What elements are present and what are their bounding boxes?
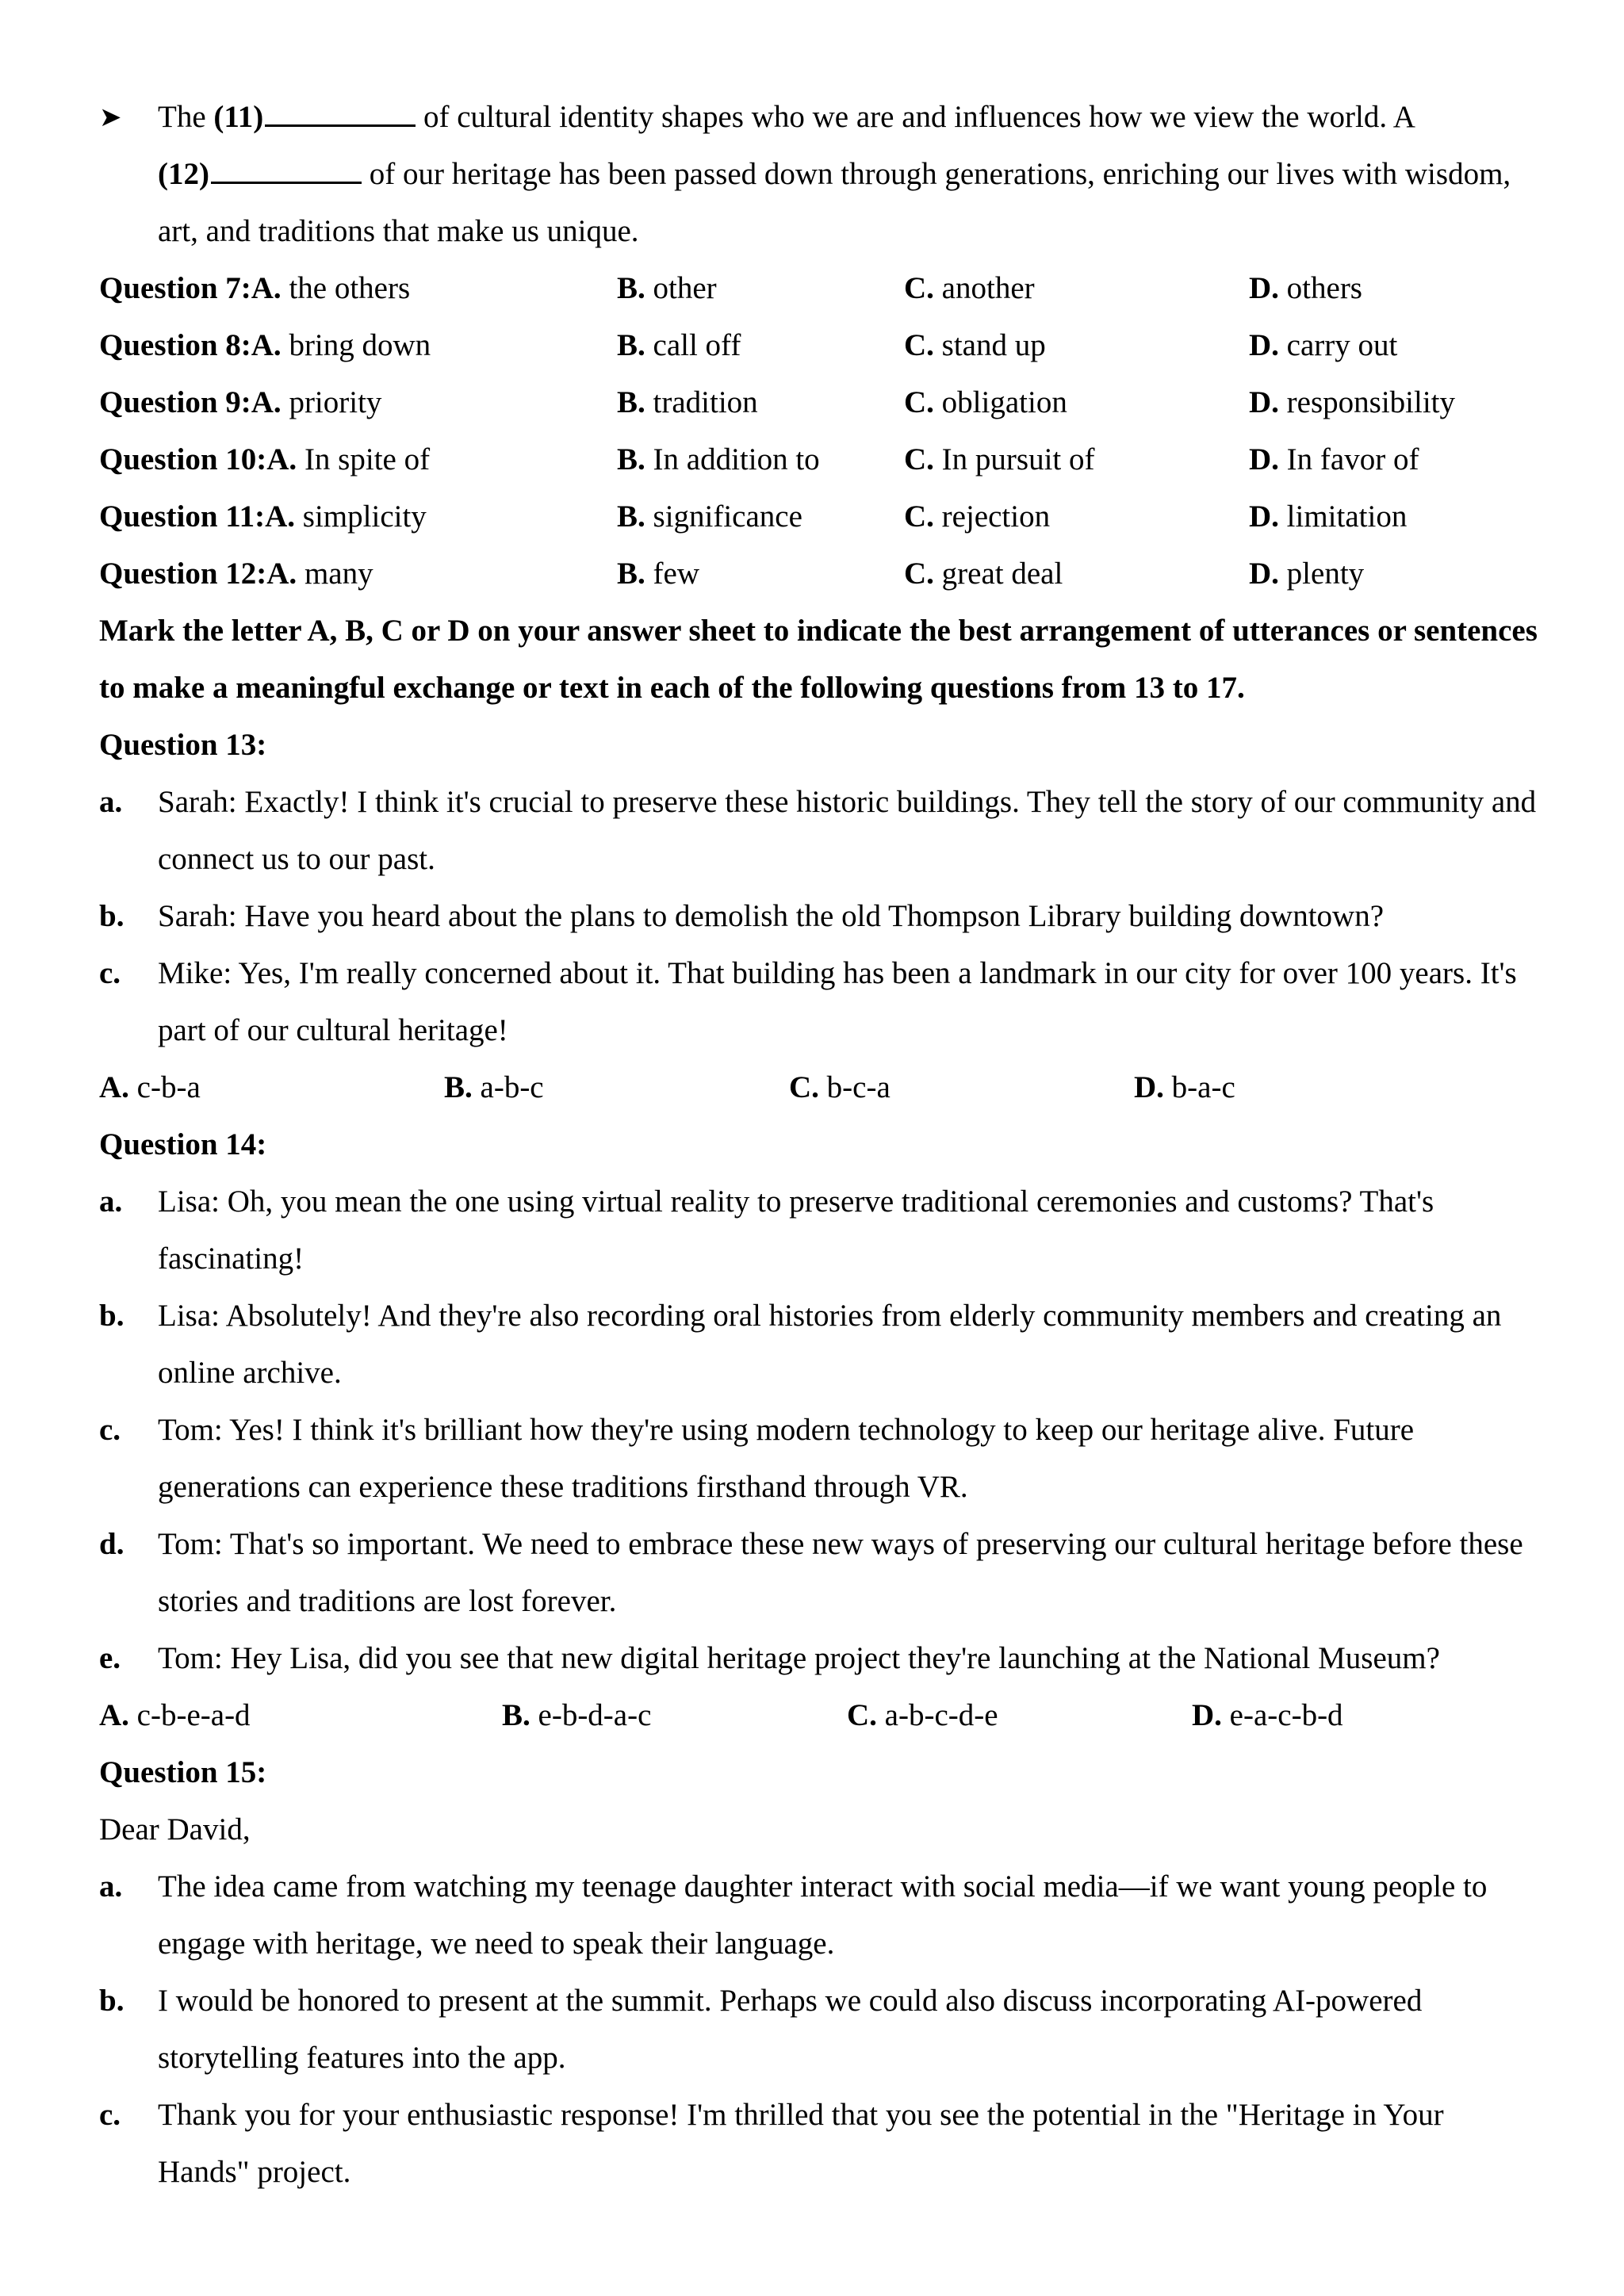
question-14-title: Question 14: — [99, 1127, 267, 1161]
item-text: Lisa: Absolutely! And they're also recording oral histories from elderly community members and creating an online archive. — [158, 1299, 1502, 1390]
item-text: Sarah: Exactly! I think it's crucial to preserve these historic buildings. They tell the story of our community and connect us to our past. — [158, 785, 1537, 876]
item-label: d. — [99, 1527, 124, 1561]
item-text: I would be honored to present at the summit. Perhaps we could also discuss incorporating AI-powered storytelling features into the app. — [158, 1984, 1423, 2075]
exam-page — [99, 89, 1542, 2201]
item-text: Sarah: Have you heard about the plans to demolish the old Thompson Library building downtown? — [158, 899, 1385, 933]
option-b[interactable]: B. In addition to — [617, 442, 820, 476]
answer-option[interactable]: A. c-b-a — [99, 1070, 201, 1104]
list-item — [99, 774, 1542, 888]
instruction: Mark the letter A, B, C or D on your answer sheet to indicate the best arrangement of utterances or sentences to make a meaningful exchange or text in each of the following questions from 13 to 17. — [99, 614, 1538, 705]
item-label: b. — [99, 1299, 124, 1333]
option-d[interactable]: D. others — [1249, 271, 1362, 305]
passage-paragraph — [99, 89, 1542, 260]
option-d[interactable]: D. carry out — [1249, 328, 1398, 362]
option-c[interactable]: C. another — [904, 271, 1035, 305]
item-text: Tom: Yes! I think it's brilliant how they're using modern technology to keep our heritage alive. Future generations can experience these traditions firsthand through VR. — [158, 1413, 1415, 1504]
list-item — [99, 1858, 1542, 1973]
question-15-items — [99, 1858, 1542, 2201]
option-b[interactable]: B. call off — [617, 328, 741, 362]
item-text: Tom: Hey Lisa, did you see that new digital heritage project they're launching at the National Museum? — [158, 1641, 1440, 1675]
list-item — [99, 1173, 1542, 1288]
item-label: c. — [99, 1413, 121, 1447]
item-text: Tom: That's so important. We need to embrace these new ways of preserving our cultural heritage before these stories and traditions are lost forever. — [158, 1527, 1523, 1618]
option-row — [99, 431, 1542, 488]
salutation: Dear David, — [99, 1812, 251, 1846]
item-label: c. — [99, 2098, 121, 2132]
item-text: Thank you for your enthusiastic response! I'm thrilled that you see the potential in the "Heritage in Your Hands" project. — [158, 2098, 1444, 2189]
item-label: c. — [99, 956, 121, 990]
item-label: e. — [99, 1641, 121, 1675]
option-d[interactable]: D. responsibility — [1249, 385, 1456, 419]
question-15-title: Question 15: — [99, 1755, 267, 1789]
list-item — [99, 1973, 1542, 2087]
answer-option[interactable]: C. b-c-a — [789, 1070, 891, 1104]
option-row — [99, 317, 1542, 374]
question-label: Question 8:A. bring down — [99, 328, 431, 362]
option-b[interactable]: B. other — [617, 271, 717, 305]
list-item — [99, 1288, 1542, 1402]
answer-option[interactable]: D. b-a-c — [1134, 1070, 1235, 1104]
option-row — [99, 374, 1542, 431]
question-label: Question 7:A. the others — [99, 271, 411, 305]
question-13-title: Question 13: — [99, 728, 267, 762]
list-item — [99, 1630, 1542, 1687]
blank-12: (12) — [158, 157, 362, 191]
option-c[interactable]: C. stand up — [904, 328, 1046, 362]
answer-option[interactable]: B. a-b-c — [444, 1070, 544, 1104]
option-c[interactable]: C. great deal — [904, 557, 1063, 591]
answer-option[interactable]: C. a-b-c-d-e — [847, 1698, 998, 1732]
item-label: a. — [99, 785, 123, 819]
option-d[interactable]: D. In favor of — [1249, 442, 1419, 476]
question-label: Question 12:A. many — [99, 557, 373, 591]
options-table — [99, 260, 1542, 603]
answer-option[interactable]: B. e-b-d-a-c — [502, 1698, 652, 1732]
option-d[interactable]: D. plenty — [1249, 557, 1365, 591]
option-d[interactable]: D. limitation — [1249, 499, 1408, 534]
question-13-answers — [99, 1059, 1542, 1116]
arrowhead-bullet-icon: ➤ — [99, 101, 122, 133]
answer-option[interactable]: A. c-b-e-a-d — [99, 1698, 251, 1732]
option-c[interactable]: C. In pursuit of — [904, 442, 1095, 476]
option-row — [99, 545, 1542, 603]
question-14-items — [99, 1173, 1542, 1687]
item-text: Mike: Yes, I'm really concerned about it. That building has been a landmark in our city for over 100 years. It's part of our cultural heritage! — [158, 956, 1517, 1047]
item-label: b. — [99, 899, 124, 933]
option-c[interactable]: C. rejection — [904, 499, 1051, 534]
item-label: a. — [99, 1184, 123, 1219]
list-item — [99, 888, 1542, 945]
list-item — [99, 1402, 1542, 1516]
list-item — [99, 1516, 1542, 1630]
option-row — [99, 260, 1542, 317]
option-b[interactable]: B. significance — [617, 499, 802, 534]
option-b[interactable]: B. tradition — [617, 385, 758, 419]
question-label: Question 9:A. priority — [99, 385, 382, 419]
list-item — [99, 945, 1542, 1059]
question-14-answers — [99, 1687, 1542, 1744]
option-b[interactable]: B. few — [617, 557, 699, 591]
passage-text: of our heritage has been passed down through generations, enriching our lives with wisdom, art, and traditions that make us unique. — [158, 157, 1511, 248]
item-text: The idea came from watching my teenage daughter interact with social media—if we want young people to engage with heritage, we need to speak their language. — [158, 1869, 1488, 1961]
item-label: b. — [99, 1984, 124, 2018]
option-row — [99, 488, 1542, 545]
list-item — [99, 2087, 1542, 2201]
passage-text: of cultural identity shapes who we are and influences how we view the world. A — [416, 100, 1415, 134]
answer-option[interactable]: D. e-a-c-b-d — [1192, 1698, 1343, 1732]
item-label: a. — [99, 1869, 123, 1904]
question-label: Question 11:A. simplicity — [99, 499, 427, 534]
option-c[interactable]: C. obligation — [904, 385, 1067, 419]
question-label: Question 10:A. In spite of — [99, 442, 431, 476]
item-text: Lisa: Oh, you mean the one using virtual reality to preserve traditional ceremonies and customs? That's fascinating! — [158, 1184, 1434, 1276]
passage-text: The — [158, 100, 214, 134]
blank-11: (11) — [213, 100, 416, 134]
question-13-items — [99, 774, 1542, 1059]
